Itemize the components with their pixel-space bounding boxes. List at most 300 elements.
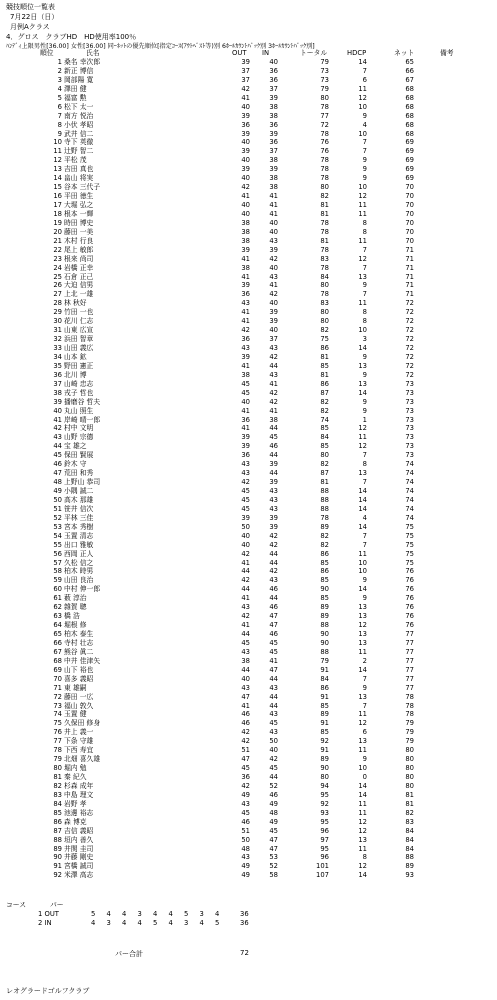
net-score: 83 [405, 817, 414, 826]
hole-par: 4 [199, 919, 204, 927]
in-score: 41 [269, 281, 278, 290]
net-score: 76 [405, 612, 414, 621]
hdcp: 11 [358, 844, 367, 853]
out-score: 43 [241, 647, 250, 656]
out-score: 39 [241, 281, 250, 290]
hdcp: 11 [358, 84, 367, 93]
player-name: 池邊 裕志 [64, 808, 94, 817]
player-name: 播磨谷 哲夫 [64, 397, 101, 406]
rank: 18 [53, 209, 62, 218]
in-score: 40 [269, 58, 278, 66]
course-par-total: 36 [240, 919, 249, 927]
total-score: 80 [320, 773, 329, 781]
table-row [0, 407, 497, 416]
net-score: 73 [405, 415, 414, 424]
rank: 54 [53, 531, 62, 540]
net-score: 73 [405, 406, 414, 415]
rank: 68 [53, 656, 62, 665]
in-score: 42 [269, 531, 278, 540]
rank: 74 [53, 710, 62, 719]
out-score: 40 [241, 540, 250, 549]
net-score: 73 [405, 442, 414, 451]
player-name: 垣内 善久 [64, 835, 94, 844]
hdcp: 11 [358, 201, 367, 209]
table-row [0, 67, 497, 76]
total-score: 85 [320, 576, 329, 585]
hdcp: 13 [358, 272, 367, 281]
table-row [0, 398, 497, 407]
total-score: 88 [320, 621, 329, 630]
player-name: 澤田 健 [64, 84, 87, 93]
table-row [0, 496, 497, 505]
hdcp: 7 [362, 245, 367, 254]
total-score: 90 [320, 630, 329, 638]
in-score: 39 [269, 245, 278, 254]
hdcp: 12 [358, 93, 367, 102]
in-score: 43 [269, 272, 278, 281]
table-row [0, 442, 497, 451]
rank: 59 [53, 576, 62, 585]
player-name: 山下 裕也 [64, 665, 94, 674]
net-score: 77 [405, 683, 414, 692]
in-score: 46 [269, 790, 278, 799]
table-row [0, 478, 497, 487]
rank: 16 [53, 192, 62, 201]
col-net: ネット [394, 49, 415, 57]
hdcp: 9 [362, 174, 367, 183]
hdcp: 10 [358, 183, 367, 192]
net-score: 73 [405, 451, 414, 460]
total-score: 74 [320, 415, 329, 424]
event-date: 7月22日（日） [10, 13, 59, 21]
in-score: 45 [269, 719, 278, 728]
total-score: 82 [320, 192, 329, 201]
player-name: 保田 賢展 [64, 451, 94, 460]
in-score: 44 [269, 692, 278, 701]
rank: 42 [53, 424, 62, 433]
player-name: 福富 勲 [64, 93, 87, 102]
total-score: 86 [320, 549, 329, 558]
hole-par: 3 [106, 919, 111, 927]
in-score: 40 [269, 227, 278, 236]
in-score: 39 [269, 308, 278, 317]
out-score: 36 [241, 773, 250, 781]
player-name: 北畑 喜久雄 [64, 755, 101, 764]
hdcp: 9 [362, 755, 367, 764]
out-score: 40 [241, 397, 250, 406]
net-score: 79 [405, 737, 414, 746]
player-name: 木村 行良 [64, 236, 94, 245]
net-score: 78 [405, 692, 414, 701]
total-score: 95 [320, 844, 329, 853]
total-score: 83 [320, 254, 329, 263]
out-score: 38 [241, 656, 250, 665]
player-name: 熊谷 眞二 [64, 647, 94, 656]
hdcp: 1 [362, 415, 367, 424]
total-score: 89 [320, 612, 329, 621]
in-score: 46 [269, 442, 278, 451]
net-score: 72 [405, 335, 414, 344]
in-score: 47 [269, 835, 278, 844]
player-name: 中島 理文 [64, 790, 94, 799]
hdcp: 8 [362, 460, 367, 469]
table-row [0, 550, 497, 559]
in-score: 37 [269, 335, 278, 344]
hdcp: 9 [362, 397, 367, 406]
total-score: 79 [320, 58, 329, 66]
total-score: 82 [320, 540, 329, 549]
net-score: 76 [405, 603, 414, 612]
rank: 75 [53, 719, 62, 728]
out-score: 45 [241, 388, 250, 397]
player-name: 喜多 義昭 [64, 674, 94, 683]
rank: 70 [53, 674, 62, 683]
player-name: 下西 寿宜 [64, 746, 94, 755]
total-score: 101 [316, 862, 329, 871]
hdcp: 12 [358, 424, 367, 433]
net-score: 75 [405, 540, 414, 549]
total-score: 89 [320, 603, 329, 612]
player-name: 藤田 一広 [64, 692, 94, 701]
hdcp: 8 [362, 227, 367, 236]
out-score: 46 [241, 817, 250, 826]
player-name: 堀内 勉 [64, 764, 87, 773]
player-name: 時田 博史 [64, 218, 94, 227]
net-score: 81 [405, 799, 414, 808]
out-score: 44 [241, 630, 250, 638]
column-headers [0, 49, 497, 58]
rank: 77 [53, 737, 62, 746]
total-score: 81 [320, 370, 329, 379]
rank: 71 [53, 683, 62, 692]
out-score: 42 [241, 728, 250, 737]
rank: 23 [53, 254, 62, 263]
hdcp: 13 [358, 638, 367, 647]
rank: 73 [53, 701, 62, 710]
hdcp: 10 [358, 102, 367, 111]
hdcp: 7 [362, 451, 367, 460]
total-score: 96 [320, 826, 329, 835]
table-row [0, 192, 497, 201]
out-score: 45 [241, 487, 250, 495]
net-score: 79 [405, 719, 414, 728]
hdcp: 11 [358, 549, 367, 558]
total-score: 91 [320, 665, 329, 674]
table-row [0, 460, 497, 469]
rank: 52 [53, 513, 62, 522]
in-score: 52 [269, 781, 278, 790]
player-name: 秦 紀久 [64, 773, 87, 781]
total-score: 82 [320, 406, 329, 415]
out-score: 43 [241, 460, 250, 469]
out-score: 42 [241, 549, 250, 558]
in-score: 44 [269, 549, 278, 558]
player-name: 森 博克 [64, 817, 87, 826]
hdcp: 13 [358, 835, 367, 844]
player-name: 中村 伸一郎 [64, 585, 101, 594]
hdcp: 9 [362, 281, 367, 290]
table-row [0, 317, 497, 326]
table-row [0, 576, 497, 585]
out-score: 41 [241, 308, 250, 317]
table-row [0, 326, 497, 335]
net-score: 74 [405, 487, 414, 495]
in-score: 36 [269, 75, 278, 84]
out-score: 41 [241, 558, 250, 567]
in-score: 42 [269, 540, 278, 549]
player-name: 大堀 弘之 [64, 201, 94, 209]
hole-par: 5 [184, 910, 189, 918]
table-row [0, 684, 497, 693]
table-row [0, 639, 497, 648]
rank: 65 [53, 630, 62, 638]
in-score: 40 [269, 299, 278, 308]
total-score: 107 [316, 871, 329, 880]
hdcp: 9 [362, 683, 367, 692]
player-name: 雜賀 聰 [64, 603, 87, 612]
player-name: 平田 徳生 [64, 192, 94, 201]
player-name: 谷本 三代子 [64, 183, 101, 192]
table-row [0, 514, 497, 523]
table-row [0, 335, 497, 344]
net-score: 73 [405, 379, 414, 388]
out-score: 39 [241, 352, 250, 361]
player-name: 南方 悦治 [64, 111, 94, 120]
net-score: 72 [405, 299, 414, 308]
table-row [0, 103, 497, 112]
hole-par: 4 [122, 919, 127, 927]
col-rank: 順位 [40, 49, 54, 57]
in-score: 44 [269, 701, 278, 710]
net-score: 75 [405, 558, 414, 567]
table-row [0, 746, 497, 755]
hdcp: 12 [358, 719, 367, 728]
in-score: 53 [269, 853, 278, 862]
table-row [0, 344, 497, 353]
net-score: 69 [405, 165, 414, 174]
net-score: 75 [405, 522, 414, 531]
col-in: IN [262, 49, 270, 57]
player-name: 平松 茂 [64, 156, 87, 165]
player-name: 出口 雅敏 [64, 540, 94, 549]
rank: 40 [53, 406, 62, 415]
in-score: 38 [269, 415, 278, 424]
scoring-format: 4．グロス クラブHD HD使用率100％ [6, 33, 137, 41]
out-score: 43 [241, 469, 250, 478]
total-score: 78 [320, 263, 329, 272]
course-row [0, 910, 497, 919]
out-score: 39 [241, 111, 250, 120]
table-row [0, 523, 497, 532]
in-score: 48 [269, 808, 278, 817]
player-name: 村中 文明 [64, 424, 94, 433]
table-row [0, 246, 497, 255]
rank: 80 [53, 764, 62, 773]
player-name: 尾上 敏郎 [64, 245, 94, 254]
total-score: 80 [320, 281, 329, 290]
in-score: 40 [269, 326, 278, 335]
out-score: 41 [241, 93, 250, 102]
table-row [0, 174, 497, 183]
player-name: 北川 博 [64, 370, 87, 379]
table-row [0, 862, 497, 871]
player-name: 大迫 信男 [64, 281, 94, 290]
hdcp: 14 [358, 504, 367, 513]
in-score: 42 [269, 388, 278, 397]
hdcp: 11 [358, 799, 367, 808]
in-score: 44 [269, 558, 278, 567]
player-name: 松下 太一 [64, 102, 94, 111]
in-score: 44 [269, 424, 278, 433]
net-score: 68 [405, 120, 414, 129]
table-row [0, 800, 497, 809]
rank: 41 [53, 415, 62, 424]
table-row [0, 728, 497, 737]
player-name: 山崎 忠志 [64, 379, 94, 388]
net-score: 72 [405, 370, 414, 379]
rank: 92 [53, 871, 62, 880]
net-score: 69 [405, 147, 414, 156]
hole-par: 5 [153, 919, 158, 927]
net-score: 82 [405, 808, 414, 817]
player-name: 石倉 正己 [64, 272, 94, 281]
net-score: 84 [405, 835, 414, 844]
net-score: 71 [405, 263, 414, 272]
in-score: 43 [269, 504, 278, 513]
out-score: 41 [241, 317, 250, 326]
rank: 32 [53, 335, 62, 344]
total-score: 72 [320, 120, 329, 129]
player-name: 高木 那雄 [64, 495, 94, 504]
table-row [0, 219, 497, 228]
in-score: 44 [269, 773, 278, 781]
out-score: 38 [241, 236, 250, 245]
table-row [0, 621, 497, 630]
table-row [0, 755, 497, 764]
player-name: 久保田 修身 [64, 719, 101, 728]
total-score: 73 [320, 66, 329, 75]
in-score: 43 [269, 576, 278, 585]
net-score: 71 [405, 272, 414, 281]
in-score: 44 [269, 451, 278, 460]
in-score: 36 [269, 66, 278, 75]
in-score: 49 [269, 817, 278, 826]
net-score: 70 [405, 209, 414, 218]
net-score: 69 [405, 174, 414, 183]
rank: 82 [53, 781, 62, 790]
out-score: 39 [241, 165, 250, 174]
player-name: 玉置 清志 [64, 531, 94, 540]
table-row [0, 630, 497, 639]
hole-par: 3 [199, 910, 204, 918]
table-row [0, 451, 497, 460]
out-score: 42 [241, 737, 250, 746]
player-name: 平林 三佳 [64, 513, 94, 522]
total-score: 85 [320, 424, 329, 433]
hdcp: 12 [358, 192, 367, 201]
in-score: 38 [269, 102, 278, 111]
rank: 29 [53, 308, 62, 317]
table-row [0, 264, 497, 273]
out-score: 43 [241, 299, 250, 308]
hdcp: 11 [358, 746, 367, 755]
in-score: 43 [269, 495, 278, 504]
in-score: 42 [269, 352, 278, 361]
out-score: 36 [241, 451, 250, 460]
hdcp: 14 [358, 487, 367, 495]
rank: 56 [53, 549, 62, 558]
player-name: 吉信 義昭 [64, 826, 94, 835]
out-score: 41 [241, 701, 250, 710]
out-score: 50 [241, 835, 250, 844]
in-score: 39 [269, 165, 278, 174]
hdcp: 9 [362, 111, 367, 120]
in-score: 40 [269, 218, 278, 227]
hdcp: 14 [358, 58, 367, 66]
net-score: 68 [405, 93, 414, 102]
hdcp: 14 [358, 781, 367, 790]
hole-par: 4 [168, 919, 173, 927]
out-score: 38 [241, 227, 250, 236]
out-score: 44 [241, 665, 250, 674]
table-row [0, 112, 497, 121]
total-score: 89 [320, 522, 329, 531]
hdcp: 14 [358, 790, 367, 799]
total-score: 81 [320, 209, 329, 218]
hdcp: 7 [362, 540, 367, 549]
out-score: 44 [241, 567, 250, 576]
player-name: 久松 信之 [64, 558, 94, 567]
player-name: 福山 敦久 [64, 701, 94, 710]
rank: 60 [53, 585, 62, 594]
net-score: 84 [405, 844, 414, 853]
hdcp: 9 [362, 165, 367, 174]
player-name: 玉置 健 [64, 710, 87, 719]
net-score: 74 [405, 460, 414, 469]
course-name: 1 OUT [38, 910, 59, 918]
rank: 53 [53, 522, 62, 531]
out-score: 43 [241, 853, 250, 862]
net-score: 73 [405, 424, 414, 433]
col-hdcp: HDCP [347, 49, 367, 57]
net-score: 78 [405, 710, 414, 719]
total-score: 75 [320, 335, 329, 344]
in-score: 38 [269, 183, 278, 192]
rank: 58 [53, 567, 62, 576]
player-name: 浜田 智章 [64, 335, 94, 344]
total-score: 85 [320, 361, 329, 370]
in-score: 50 [269, 737, 278, 746]
in-score: 40 [269, 746, 278, 755]
hdcp: 3 [362, 335, 367, 344]
total-score: 95 [320, 790, 329, 799]
total-score: 79 [320, 84, 329, 93]
net-score: 71 [405, 281, 414, 290]
total-score: 90 [320, 638, 329, 647]
out-score: 39 [241, 147, 250, 156]
in-score: 45 [269, 433, 278, 442]
out-score: 49 [241, 871, 250, 880]
table-row [0, 308, 497, 317]
total-score: 88 [320, 495, 329, 504]
in-score: 39 [269, 460, 278, 469]
total-score: 85 [320, 442, 329, 451]
table-row [0, 791, 497, 800]
rank: 51 [53, 504, 62, 513]
col-total: トータル [300, 49, 328, 57]
in-score: 39 [269, 513, 278, 522]
out-score: 51 [241, 826, 250, 835]
